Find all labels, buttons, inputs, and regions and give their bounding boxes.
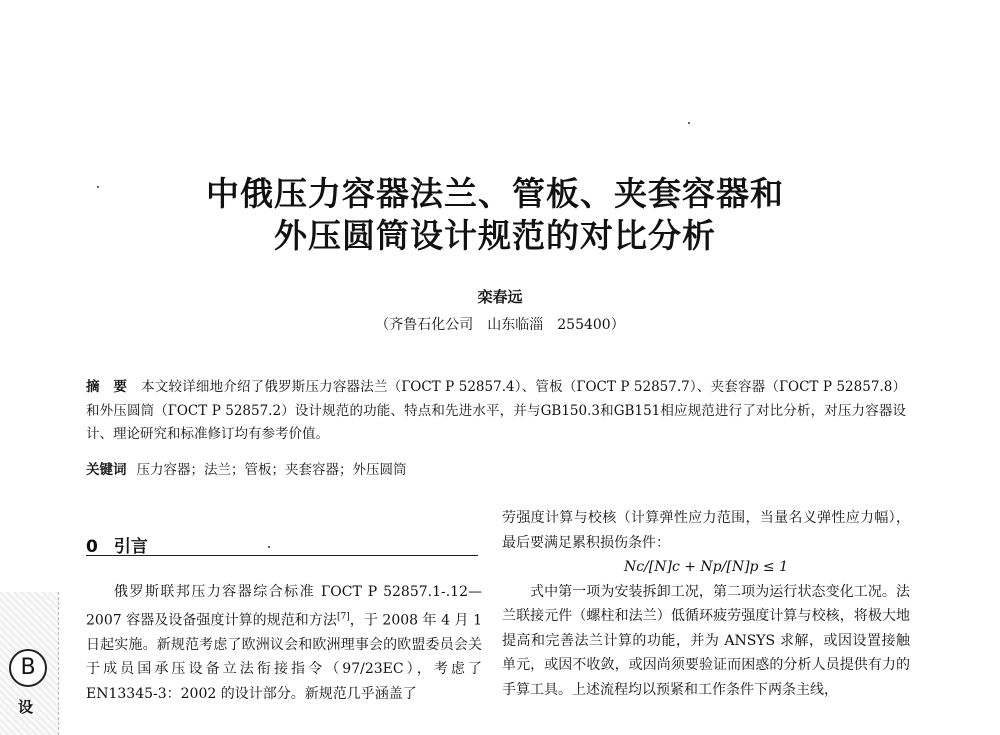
damage-formula: Nc/[N]c + Np/[N]p ≤ 1 <box>623 559 789 575</box>
side-badge <box>0 592 59 735</box>
intro-paragraph <box>86 580 482 706</box>
intro-text-part-1: 俄罗斯联邦压力容器综合标准 ГОСТ Р 52857.1-.12—2007 容器及设备强度计算的规范和方法 <box>86 584 482 629</box>
scan-speck <box>268 546 270 548</box>
abstract-label: 摘 要 <box>86 379 128 395</box>
keywords <box>86 458 906 478</box>
paper-title-line-1: 中俄压力容器法兰、管板、夹套容器和 <box>206 174 784 213</box>
section-number: 0 <box>86 537 98 557</box>
continued-paragraph: 劳强度计算与校核（计算弹性应力范围，当量名义弹性应力幅），最后要满足累积损伤条件： <box>502 510 910 551</box>
paper-title-line-2: 外压圆筒设计规范的对比分析 <box>274 216 716 255</box>
section-title: 引言 <box>113 537 148 557</box>
keywords-label: 关键词 <box>86 462 127 478</box>
citation-ref: [7] <box>336 611 350 622</box>
abstract-text: 本文较详细地介绍了俄罗斯压力容器法兰（ГОСТ Р 52857.4）、管板（ГОСТ Р 52857.7）、夹套容器（ГОСТ Р 52857.8）和外压圆筒（ГОСТ Р 52857.2）设计规范的功能、特点和先进水平，并与GB150.3和GB151相应规范进行了对比分析，对压力容器设计、理论研究和标准修订均有参考价值。 <box>86 379 906 442</box>
abstract <box>86 376 906 447</box>
author-name: 栾春远 <box>477 288 523 306</box>
left-column <box>86 580 482 706</box>
badge-text: 设 <box>18 698 34 716</box>
section-heading <box>86 532 148 557</box>
scan-speck <box>97 186 99 188</box>
body-paragraph: 式中第一项为安装拆卸工况，第二项为运行状态变化工况。法兰联接元件（螺柱和法兰）低循环疲劳强度计算与校核，将极大地提高和完善法兰计算的功能，并为 ANSYS 求解，或因设置接触单元，或因不收敛，或因尚须要验证而困惑的分析人员提供有力的手算工具。上述流程均以预紧和工作条件下两条主线， <box>502 583 910 698</box>
right-column <box>502 506 910 702</box>
author-affiliation: （齐鲁石化公司 山东临淄 255400） <box>375 317 625 333</box>
section-rule <box>86 555 478 556</box>
scan-speck <box>688 122 690 124</box>
keywords-text: 压力容器；法兰；管板；夹套容器；外压圆筒 <box>136 462 407 478</box>
badge-circle-letter: B <box>9 649 47 687</box>
intro-text-part-2: ，于 2008 年 4 月 1 日起实施。新规范考虑了欧洲议会和欧洲理事会的欧盟委员会关于成员国承压设备立法衔接指令（97/23EC），考虑了EN13345-3：2002 的设计部分。新规范几乎涵盖了 <box>86 612 482 702</box>
